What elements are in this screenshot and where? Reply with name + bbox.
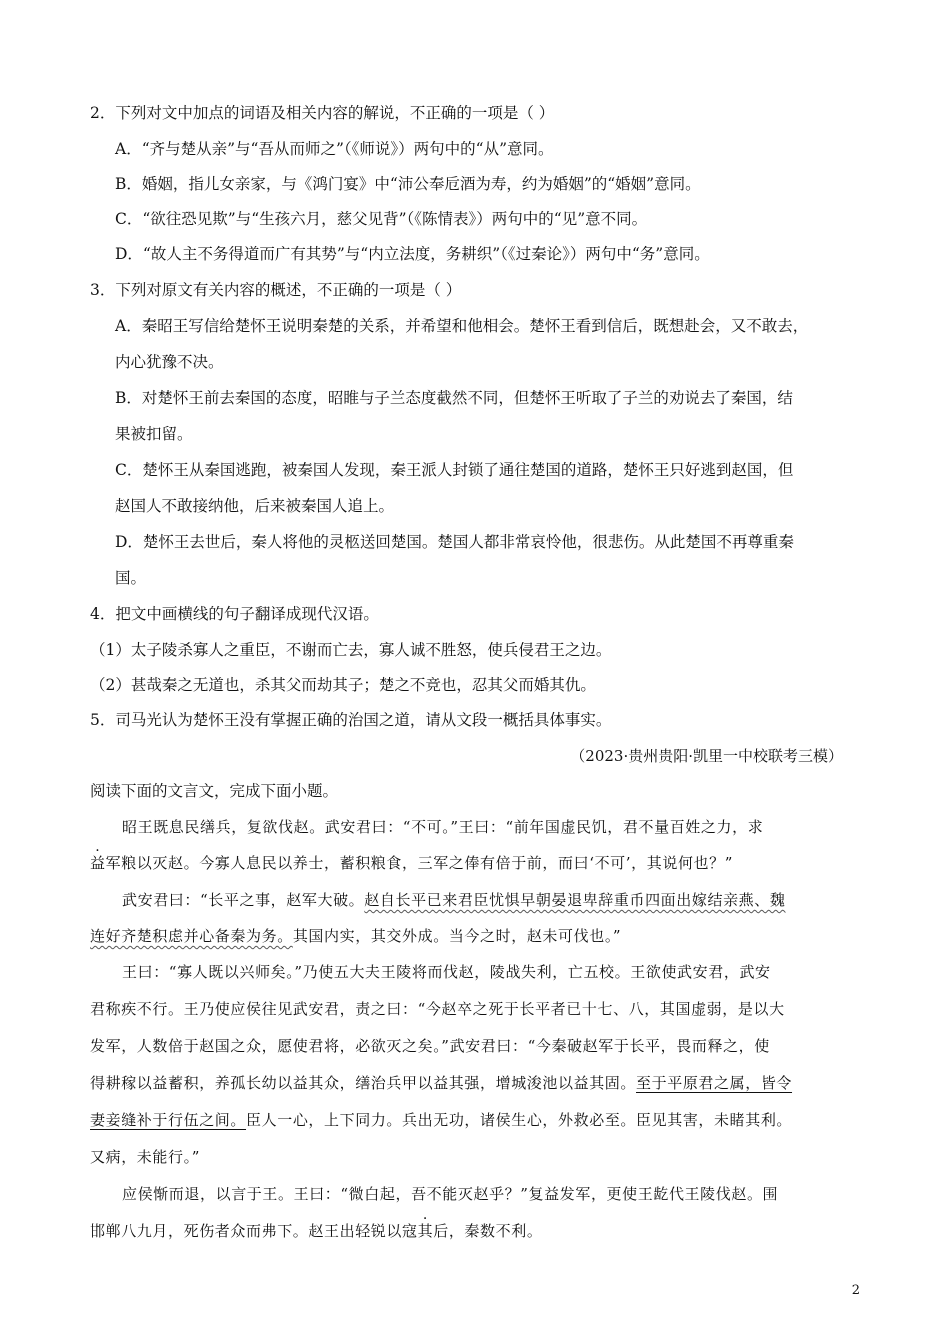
passage-p3-line2: 君称疾不行。王乃使应侯往见武安君，责之曰：“今赵卒之死于长平者已十七、八，其国虚弱，是以大 (90, 1000, 785, 1018)
passage-p2-line2: 连好齐楚积虑并心备秦为务。其国内实，其交外成。当今之时，赵未可伐也。” (90, 927, 622, 945)
passage-p1-line1: 昭王既息民缮兵，复欲伐赵。武安君曰：“不可。”王曰：“前年国虚民饥，君不量百姓之力，求 (122, 818, 764, 836)
passage-p4-line1: 应侯惭而退，以言于王。王曰：“微白起，吾不能灭赵乎？”复益发军，更使王龁代王陵伐赵。围 (122, 1185, 779, 1203)
passage-p3-line6: 又病，未能行。” (90, 1148, 200, 1166)
q3-option-a-line1: A．秦昭王写信给楚怀王说明秦楚的关系，并希望和他相会。楚怀王看到信后，既想赴会，又不敢去， (115, 317, 809, 335)
q3-stem: 3．下列对原文有关内容的概述，不正确的一项是（ ） (90, 281, 462, 299)
q3-option-d-line1: D．楚怀王去世后，秦人将他的灵柩送回楚国。楚国人都非常哀怜他，很悲伤。从此楚国不再尊重秦 (115, 533, 794, 551)
q3-option-a-line2: 内心犹豫不决。 (115, 353, 224, 371)
q3-option-d-line2: 国。 (115, 569, 147, 587)
passage-p3-line1: 王曰：“寡人既以兴师矣。”乃使五大夫王陵将而伐赵，陵战失利，亡五校。王欲使武安君，武安 (122, 963, 771, 981)
q4-sentence-1: （1）太子陵杀寡人之重臣，不谢而亡去，寡人诚不胜怒，使兵侵君王之边。 (90, 641, 612, 659)
page-number: 2 (851, 1283, 860, 1298)
underlined-sentence-end: 妻妾缝补于行伍之间。 (90, 1111, 247, 1129)
passage-p3-line3: 发军，人数倍于赵国之众，愿使君将，必欲灭之矣。”武安君曰：“今秦破赵军于长平，畏而释之，使 (90, 1037, 770, 1055)
q2-option-a: A．“齐与楚从亲”与“吾从而师之”（《师说》）两句中的“从”意同。 (115, 140, 554, 158)
q3-option-c-line1: C．楚怀王从秦国逃跑，被秦国人发现，秦王派人封锁了通往楚国的道路，楚怀王只好逃到赵国，但 (115, 461, 794, 479)
wavy-underlined-sentence-end: 连好齐楚积虑并心备秦为务。 (90, 927, 293, 945)
q4-stem: 4．把文中画横线的句子翻译成现代汉语。 (90, 605, 379, 623)
exam-source: （2023·贵州贵阳·凯里一中校联考三模） (570, 747, 843, 765)
passage-p4-line2: 邯郸八九月，死伤者众而弗下。赵王出轻锐以寇其后，秦数不利。 (90, 1222, 543, 1240)
reading-instruction: 阅读下面的文言文，完成下面小题。 (90, 782, 339, 800)
q3-option-b-line1: B．对楚怀王前去秦国的态度，昭睢与子兰态度截然不同，但楚怀王听取了子兰的劝说去了秦国，结 (115, 389, 793, 407)
passage-p1-line2: 益军粮以灭赵。今寡人息民以养士，蓄积粮食，三军之俸有倍于前，而曰‘不可’，其说何也？” (90, 854, 734, 872)
q3-option-b-line2: 果被扣留。 (115, 425, 193, 443)
passage-p3-line5: 妻妾缝补于行伍之间。臣人一心，上下同力。兵出无功，诸侯生心，外救必至。臣见其害，未睹其利。 (90, 1111, 793, 1129)
q2-option-b: B．婚姻，指儿女亲家，与《鸿门宴》中“沛公奉卮酒为寿，约为婚姻”的“婚姻”意同。 (115, 175, 701, 193)
q5-stem: 5．司马光认为楚怀王没有掌握正确的治国之道，请从文段一概括具体事实。 (90, 711, 612, 729)
q2-option-c: C．“欲往恐见欺”与“生孩六月，慈父见背”（《陈情表》）两句中的“见”意不同。 (115, 210, 648, 228)
q2-stem: 2．下列对文中加点的词语及相关内容的解说，不正确的一项是（ ） (90, 104, 555, 122)
q4-sentence-2: （2）甚哉秦之无道也，杀其父而劫其子；楚之不竞也，忍其父而婚其仇。 (90, 676, 596, 694)
wavy-underlined-sentence: 赵自长平已来君臣忧惧早朝晏退卑辞重币四面出嫁结亲燕、魏 (364, 891, 786, 909)
q3-option-c-line2: 赵国人不敢接纳他，后来被秦国人追上。 (115, 497, 395, 515)
passage-p2-line1: 武安君曰：“长平之事，赵军大破。赵自长平已来君臣忧惧早朝晏退卑辞重币四面出嫁结亲燕、魏 (122, 891, 786, 909)
underlined-sentence: 至于平原君之属，皆令 (636, 1074, 793, 1092)
dotted-word-yi: 益 (90, 854, 106, 872)
dotted-word-qi: 其 (417, 1222, 434, 1240)
q2-option-d: D．“故人主不务得道而广有其势”与“内立法度，务耕织”（《过秦论》）两句中“务”意同。 (115, 245, 710, 263)
passage-p3-line4: 得耕稼以益蓄积，养孤长幼以益其众，缮治兵甲以益其强，增城浚池以益其固。至于平原君之属，皆令 (90, 1074, 793, 1092)
